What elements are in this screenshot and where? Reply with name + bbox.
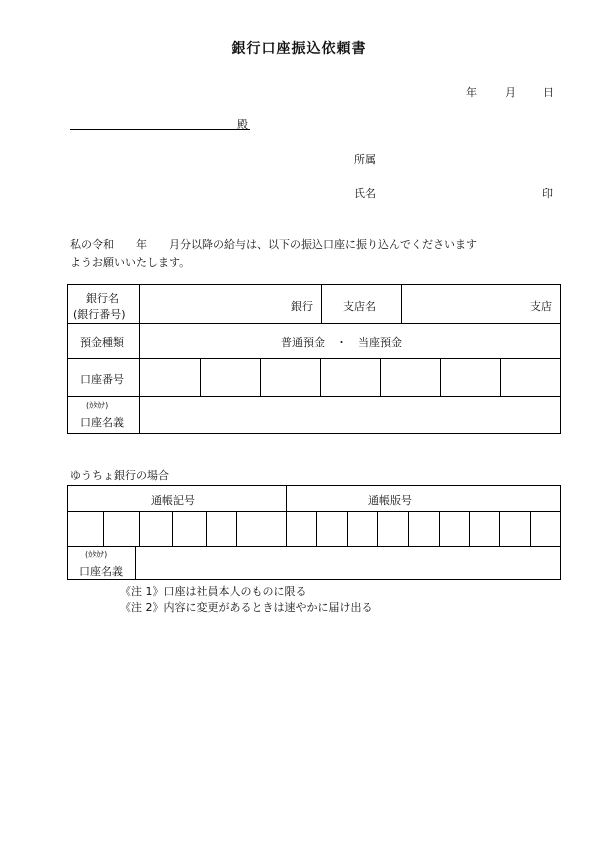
katakana-label: (ｶﾀｶﾅ) bbox=[86, 401, 109, 410]
note-2: 《注 2》内容に変更があるときは速やかに届け出る bbox=[120, 601, 373, 614]
date-day-label: 日 bbox=[543, 86, 554, 99]
passbook-number-field[interactable] bbox=[287, 512, 560, 545]
account-name-field[interactable] bbox=[140, 397, 560, 433]
date-month-label: 月 bbox=[505, 86, 516, 99]
branch-suffix: 支店 bbox=[530, 300, 552, 313]
yucho-katakana-label: (ｶﾀｶﾅ) bbox=[85, 550, 108, 559]
deposit-type-options[interactable]: 普通預金 ・ 当座預金 bbox=[281, 336, 402, 349]
bank-number-label: (銀行番号) bbox=[73, 308, 126, 321]
addressee-underline[interactable] bbox=[70, 129, 250, 130]
deposit-type-label: 預金種類 bbox=[80, 336, 124, 349]
document-title: 銀行口座振込依頼書 bbox=[231, 41, 367, 57]
name-label: 氏名 bbox=[354, 187, 376, 200]
passbook-symbol-label: 通帳記号 bbox=[151, 494, 195, 507]
account-number-label: 口座番号 bbox=[80, 373, 124, 386]
table-row-divider bbox=[67, 323, 561, 324]
request-text-line2: ようお願いいたします。 bbox=[70, 256, 191, 269]
seal-label: 印 bbox=[542, 187, 553, 200]
bank-suffix: 銀行 bbox=[291, 300, 313, 313]
passbook-symbol-field[interactable] bbox=[68, 512, 286, 545]
passbook-number-label: 通帳版号 bbox=[368, 494, 412, 507]
branch-name-field[interactable] bbox=[402, 285, 527, 322]
date-year-label: 年 bbox=[466, 86, 477, 99]
affiliation-label: 所属 bbox=[354, 153, 376, 166]
addressee-suffix: 殿 bbox=[237, 118, 248, 131]
account-name-label: 口座名義 bbox=[80, 416, 124, 429]
bank-name-field[interactable] bbox=[140, 285, 290, 322]
note-1: 《注 1》口座は社員本人のものに限る bbox=[120, 585, 307, 598]
yucho-account-name-field[interactable] bbox=[136, 547, 560, 579]
table-col-divider bbox=[321, 284, 322, 323]
branch-name-label: 支店名 bbox=[343, 300, 376, 313]
account-number-field[interactable] bbox=[140, 359, 560, 395]
yucho-account-name-label: 口座名義 bbox=[79, 565, 123, 578]
request-text-line1: 私の令和 年 月分以降の給与は、以下の振込口座に振り込んでくださいます bbox=[70, 238, 477, 251]
bank-name-label: 銀行名 bbox=[86, 292, 119, 305]
yucho-heading: ゆうちょ銀行の場合 bbox=[70, 469, 169, 482]
